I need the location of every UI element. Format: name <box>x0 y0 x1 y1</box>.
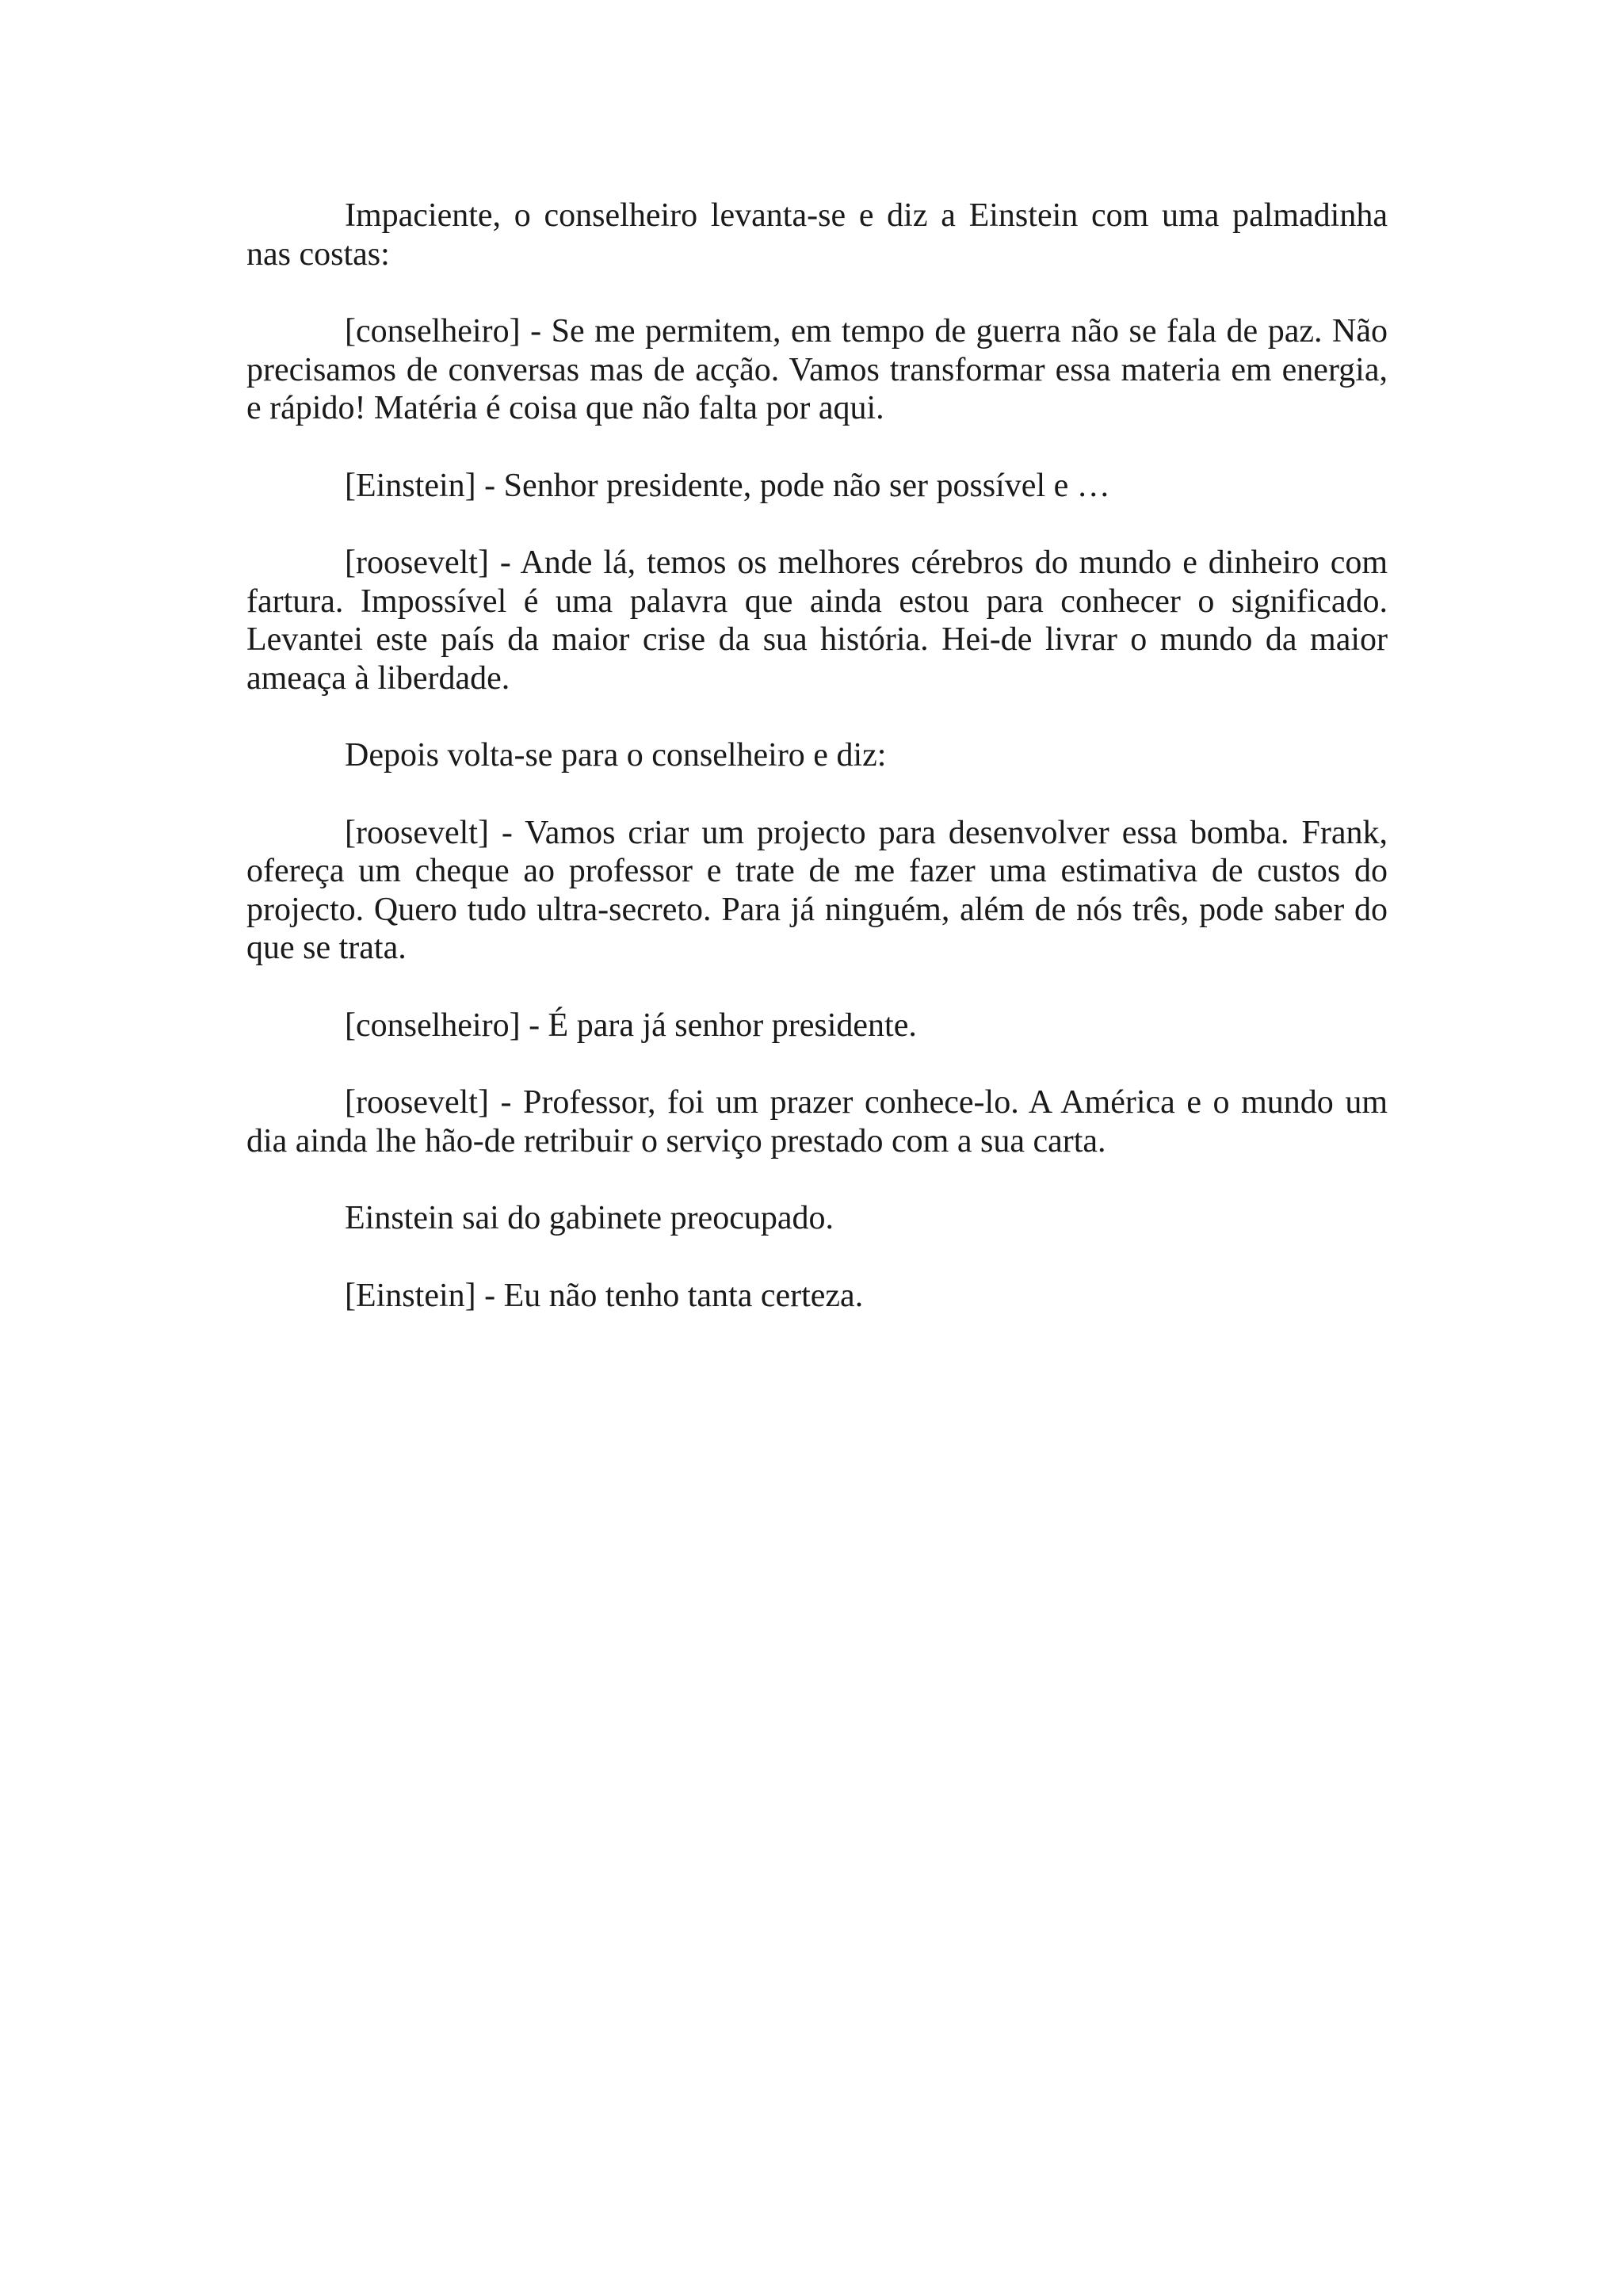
paragraph-roosevelt-2: [roosevelt] - Vamos criar um projecto para desenvolver essa bomba. Frank, ofereça um cheque ao professor e trate de me fazer uma estimativa de custos do projecto. Quero tudo ultra-secreto. Para já ninguém, além de nós três, pode saber do que se trata. <box>246 814 1388 966</box>
document-body <box>246 197 1388 1354</box>
paragraph-conselheiro-2: [conselheiro] - É para já senhor presidente. <box>345 1007 917 1044</box>
paragraph-narration-2: Depois volta-se para o conselheiro e diz: <box>345 737 887 774</box>
paragraph-roosevelt-1: [roosevelt] - Ande lá, temos os melhores cérebros do mundo e dinheiro com fartura. Impossível é uma palavra que ainda estou para conhecer o significado. Levantei este país da maior crise da sua história. Hei-de livrar o mundo da maior ameaça à liberdade. <box>246 544 1388 697</box>
paragraph-conselheiro-1: [conselheiro] - Se me permitem, em tempo de guerra não se fala de paz. Não precisamos de conversas mas de acção. Vamos transformar essa materia em energia, e rápido! Matéria é coisa que não falta por aqui. <box>246 313 1388 426</box>
paragraph-einstein-1: [Einstein] - Senhor presidente, pode não ser possível e … <box>345 467 1110 504</box>
paragraph-einstein-2: [Einstein] - Eu não tenho tanta certeza. <box>345 1277 864 1314</box>
paragraph-roosevelt-3: [roosevelt] - Professor, foi um prazer conhece-lo. A América e o mundo um dia ainda lhe hão-de retribuir o serviço prestado com a sua carta. <box>246 1084 1388 1159</box>
paragraph-narration-3: Einstein sai do gabinete preocupado. <box>345 1200 834 1236</box>
paragraph-narration-1: Impaciente, o conselheiro levanta-se e diz a Einstein com uma palmadinha nas costas: <box>246 197 1388 273</box>
